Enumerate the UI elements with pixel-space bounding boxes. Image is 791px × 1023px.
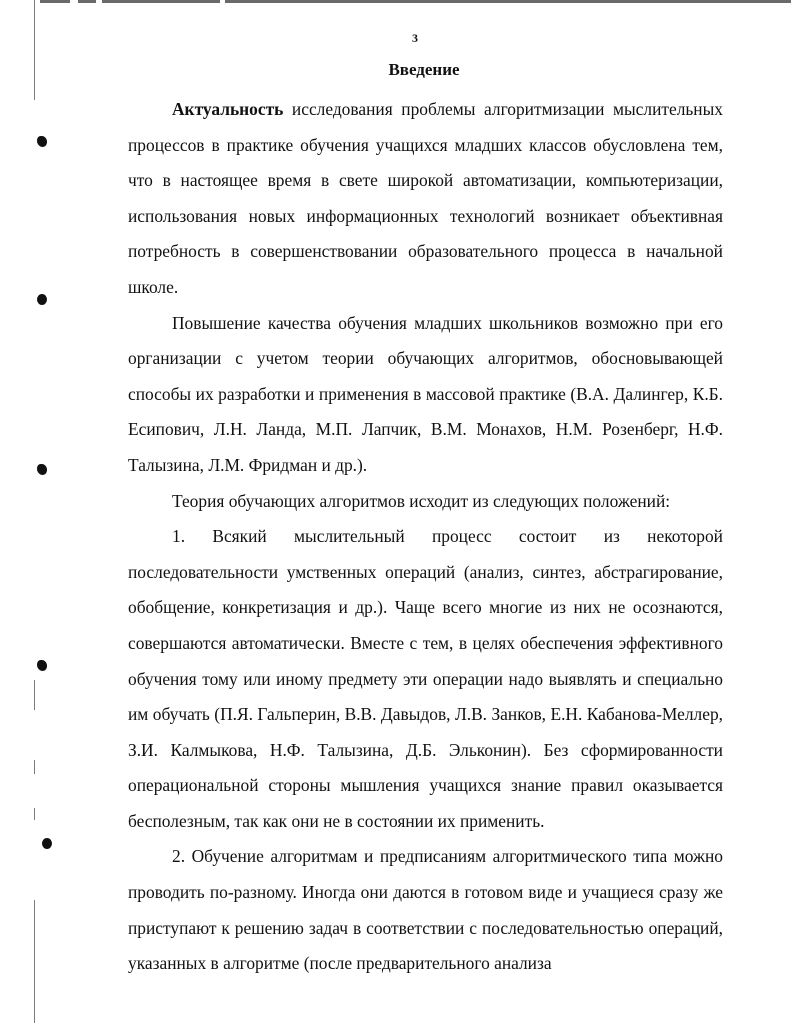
scan-top-edge-gap (70, 0, 78, 3)
scan-left-edge (34, 760, 35, 774)
scan-top-edge-gap (96, 0, 102, 3)
scan-left-edge (34, 808, 35, 820)
scan-left-edge (34, 680, 35, 710)
scan-top-edge (40, 0, 791, 3)
punch-hole-mark (37, 660, 47, 671)
list-item-2: 2. Обучение алгоритмам и предписаниям алгоритмического типа можно проводить по-разному. Иногда они даются в готовом виде и учащиеся сразу же приступают к решению задач в соответствии с последовательностью операций, указанных в алгоритме (после предварительного анализа (128, 846, 723, 974)
scan-left-edge (34, 0, 35, 100)
section-heading: Введение (388, 60, 460, 79)
scan-left-edge (34, 900, 35, 1023)
body-text (128, 92, 723, 982)
list-item-1: 1. Всякий мыслительный процесс состоит из некоторой последовательности умственных операций (анализ, синтез, абстрагирование, обобщение, конкретизация и др.). Чаще всего многие из них не осознаются, совершаются автоматически. Вместе с тем, в целях обеспечения эффективного обучения тому или иному предмету эти операции надо выявлять и специально им обучать (П.Я. Гальперин, В.В. Давыдов, Л.В. Занков, Е.Н. Кабанова-Меллер, З.И. Калмыкова, Н.Ф. Талызина, Д.Б. Эльконин). Без сформированности операциональной стороны мышления учащихся знание правил оказывается бесполезным, так как они не в состоянии их применить. (128, 526, 723, 831)
paragraph: Повышение качества обучения младших школьников возможно при его организации с учетом теории обучающих алгоритмов, обосновывающей способы их разработки и применения в массовой практике (В.А. Далингер, К.Б. Есипович, Л.Н. Ланда, М.П. Лапчик, В.М. Монахов, Н.М. Розенберг, Н.Ф. Талызина, Л.М. Фридман и др.). (128, 312, 723, 475)
page-number: 3 (412, 31, 418, 45)
punch-hole-mark (37, 294, 47, 305)
paragraph-text: исследования проблемы алгоритмизации мыслительных процессов в практике обучения учащихся младших классов обусловлена тем, что в настоящее время в свете широкой автоматизации, компьютеризации, использования новых информационных технологий возникает объективная потребность в совершенствовании образовательного процесса в начальной школе. (128, 99, 723, 297)
punch-hole-mark (42, 838, 52, 849)
punch-hole-mark (37, 136, 47, 147)
punch-hole-mark (37, 464, 47, 475)
scan-top-edge-gap (220, 0, 225, 3)
paragraph-lead-term: Актуальность (172, 99, 284, 119)
paragraph: Теория обучающих алгоритмов исходит из следующих положений: (172, 490, 671, 511)
paragraph-relevance (128, 92, 723, 306)
